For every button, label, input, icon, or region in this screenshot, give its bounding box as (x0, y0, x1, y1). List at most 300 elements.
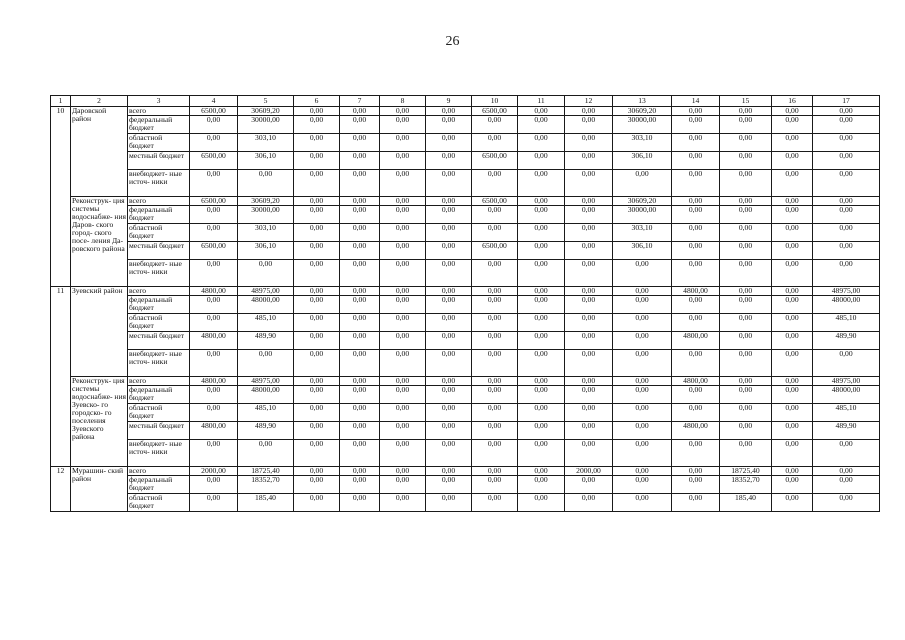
object-name: Даровской район (71, 107, 128, 197)
value-cell: 0,00 (340, 170, 380, 197)
value-cell: 0,00 (613, 332, 672, 350)
value-cell: 0,00 (720, 332, 772, 350)
value-cell: 2000,00 (565, 467, 613, 476)
funding-source: всего (128, 377, 190, 386)
value-cell: 0,00 (720, 116, 772, 134)
table-row (51, 206, 880, 224)
value-cell: 0,00 (613, 314, 672, 332)
value-cell: 306,10 (613, 152, 672, 170)
value-cell: 0,00 (294, 116, 340, 134)
value-cell: 0,00 (813, 224, 880, 242)
value-cell: 0,00 (772, 377, 813, 386)
value-cell: 0,00 (380, 467, 426, 476)
value-cell: 0,00 (340, 350, 380, 377)
value-cell: 0,00 (190, 224, 238, 242)
table-row (51, 197, 880, 206)
value-cell: 0,00 (672, 350, 720, 377)
value-cell: 0,00 (518, 314, 565, 332)
value-cell: 0,00 (565, 332, 613, 350)
header-cell: 11 (518, 96, 565, 107)
value-cell: 0,00 (238, 260, 294, 287)
value-cell: 48975,00 (238, 377, 294, 386)
value-cell: 0,00 (340, 197, 380, 206)
value-cell: 0,00 (294, 134, 340, 152)
table-row (51, 287, 880, 296)
value-cell: 0,00 (380, 152, 426, 170)
value-cell: 0,00 (294, 170, 340, 197)
value-cell: 0,00 (565, 404, 613, 422)
value-cell: 0,00 (472, 476, 518, 494)
value-cell: 0,00 (518, 440, 565, 467)
value-cell: 0,00 (380, 440, 426, 467)
value-cell: 0,00 (294, 242, 340, 260)
value-cell: 0,00 (565, 386, 613, 404)
value-cell: 0,00 (380, 377, 426, 386)
funding-source: федеральный бюджет (128, 476, 190, 494)
value-cell: 48975,00 (813, 377, 880, 386)
value-cell: 0,00 (294, 440, 340, 467)
value-cell: 0,00 (190, 260, 238, 287)
value-cell: 0,00 (380, 287, 426, 296)
value-cell: 489,90 (238, 422, 294, 440)
value-cell: 0,00 (380, 386, 426, 404)
value-cell: 0,00 (380, 422, 426, 440)
funding-source: областной бюджет (128, 494, 190, 512)
value-cell: 0,00 (565, 440, 613, 467)
header-cell: 9 (426, 96, 472, 107)
value-cell: 0,00 (426, 377, 472, 386)
value-cell: 0,00 (472, 440, 518, 467)
value-cell: 0,00 (672, 206, 720, 224)
value-cell: 0,00 (472, 332, 518, 350)
object-name: Реконструк- ция системы водоснабже- ния Зуевско- го городско- го поселения Зуевского района (71, 377, 128, 467)
value-cell: 0,00 (238, 170, 294, 197)
value-cell: 0,00 (294, 260, 340, 287)
value-cell: 4800,00 (190, 332, 238, 350)
value-cell: 489,90 (813, 422, 880, 440)
value-cell: 0,00 (472, 467, 518, 476)
value-cell: 0,00 (340, 134, 380, 152)
value-cell: 0,00 (813, 476, 880, 494)
value-cell: 0,00 (672, 260, 720, 287)
funding-source: федеральный бюджет (128, 296, 190, 314)
value-cell: 0,00 (294, 332, 340, 350)
value-cell: 0,00 (565, 242, 613, 260)
value-cell: 0,00 (426, 116, 472, 134)
funding-source: всего (128, 107, 190, 116)
value-cell: 0,00 (518, 422, 565, 440)
object-name: Зуевский район (71, 287, 128, 377)
value-cell: 0,00 (518, 107, 565, 116)
value-cell: 0,00 (672, 197, 720, 206)
value-cell: 0,00 (672, 152, 720, 170)
value-cell: 0,00 (772, 134, 813, 152)
value-cell: 0,00 (565, 314, 613, 332)
value-cell: 0,00 (613, 296, 672, 314)
value-cell: 0,00 (772, 386, 813, 404)
value-cell: 6500,00 (472, 152, 518, 170)
table-row (51, 377, 880, 386)
value-cell: 0,00 (518, 296, 565, 314)
value-cell: 0,00 (294, 206, 340, 224)
value-cell: 0,00 (565, 170, 613, 197)
value-cell: 0,00 (190, 350, 238, 377)
value-cell: 30609,20 (238, 107, 294, 116)
value-cell: 0,00 (672, 170, 720, 197)
value-cell: 0,00 (426, 206, 472, 224)
value-cell: 0,00 (720, 260, 772, 287)
value-cell: 48000,00 (813, 296, 880, 314)
value-cell: 0,00 (380, 332, 426, 350)
value-cell: 0,00 (518, 494, 565, 512)
value-cell: 0,00 (472, 224, 518, 242)
value-cell: 0,00 (565, 476, 613, 494)
value-cell: 0,00 (565, 107, 613, 116)
value-cell: 0,00 (190, 296, 238, 314)
value-cell: 0,00 (340, 377, 380, 386)
value-cell: 0,00 (565, 260, 613, 287)
value-cell: 6500,00 (190, 242, 238, 260)
funding-source: местный бюджет (128, 332, 190, 350)
value-cell: 0,00 (613, 260, 672, 287)
budget-table (50, 95, 880, 512)
value-cell: 0,00 (294, 287, 340, 296)
value-cell: 0,00 (813, 134, 880, 152)
value-cell: 0,00 (772, 152, 813, 170)
header-row (51, 96, 880, 107)
value-cell: 0,00 (294, 386, 340, 404)
value-cell: 0,00 (813, 152, 880, 170)
header-cell: 8 (380, 96, 426, 107)
value-cell: 0,00 (294, 314, 340, 332)
value-cell: 0,00 (340, 152, 380, 170)
value-cell: 0,00 (294, 494, 340, 512)
value-cell: 0,00 (518, 224, 565, 242)
value-cell: 4800,00 (672, 377, 720, 386)
value-cell: 2000,00 (190, 467, 238, 476)
value-cell: 0,00 (772, 296, 813, 314)
value-cell: 6500,00 (190, 152, 238, 170)
value-cell: 6500,00 (190, 107, 238, 116)
value-cell: 0,00 (380, 206, 426, 224)
value-cell: 0,00 (613, 440, 672, 467)
value-cell: 4800,00 (672, 332, 720, 350)
table-body (51, 96, 880, 512)
value-cell: 6500,00 (472, 107, 518, 116)
funding-source: областной бюджет (128, 134, 190, 152)
value-cell: 0,00 (518, 377, 565, 386)
value-cell: 48975,00 (238, 287, 294, 296)
value-cell: 0,00 (672, 107, 720, 116)
value-cell: 303,10 (238, 134, 294, 152)
row-index: 11 (51, 287, 71, 467)
value-cell: 0,00 (380, 314, 426, 332)
value-cell: 0,00 (340, 404, 380, 422)
value-cell: 0,00 (518, 287, 565, 296)
value-cell: 0,00 (565, 287, 613, 296)
value-cell: 0,00 (813, 107, 880, 116)
object-name: Мурашин- ский район (71, 467, 128, 512)
table-row (51, 296, 880, 314)
value-cell: 0,00 (720, 386, 772, 404)
funding-source: внебюджет- ные источ- ники (128, 260, 190, 287)
value-cell: 0,00 (772, 287, 813, 296)
value-cell: 0,00 (426, 386, 472, 404)
value-cell: 0,00 (472, 206, 518, 224)
value-cell: 0,00 (565, 377, 613, 386)
value-cell: 0,00 (613, 476, 672, 494)
value-cell: 0,00 (518, 116, 565, 134)
value-cell: 0,00 (472, 116, 518, 134)
value-cell: 0,00 (720, 314, 772, 332)
value-cell: 0,00 (813, 206, 880, 224)
header-cell: 15 (720, 96, 772, 107)
value-cell: 0,00 (720, 107, 772, 116)
value-cell: 4800,00 (190, 377, 238, 386)
value-cell: 0,00 (672, 224, 720, 242)
value-cell: 0,00 (613, 422, 672, 440)
value-cell: 0,00 (720, 377, 772, 386)
value-cell: 0,00 (190, 494, 238, 512)
value-cell: 0,00 (426, 134, 472, 152)
value-cell: 0,00 (518, 476, 565, 494)
value-cell: 303,10 (238, 224, 294, 242)
value-cell: 0,00 (720, 350, 772, 377)
value-cell: 303,10 (613, 134, 672, 152)
value-cell: 0,00 (672, 116, 720, 134)
value-cell: 0,00 (672, 440, 720, 467)
table-row (51, 116, 880, 134)
value-cell: 0,00 (426, 197, 472, 206)
table-row (51, 134, 880, 152)
table-row (51, 107, 880, 116)
value-cell: 0,00 (565, 350, 613, 377)
value-cell: 0,00 (190, 314, 238, 332)
value-cell: 0,00 (426, 107, 472, 116)
value-cell: 0,00 (672, 476, 720, 494)
value-cell: 0,00 (772, 422, 813, 440)
value-cell: 18725,40 (238, 467, 294, 476)
value-cell: 0,00 (565, 296, 613, 314)
value-cell: 0,00 (772, 467, 813, 476)
value-cell: 0,00 (813, 197, 880, 206)
value-cell: 0,00 (720, 206, 772, 224)
value-cell: 0,00 (613, 170, 672, 197)
value-cell: 0,00 (613, 287, 672, 296)
value-cell: 0,00 (426, 296, 472, 314)
header-cell: 16 (772, 96, 813, 107)
value-cell: 0,00 (613, 386, 672, 404)
value-cell: 0,00 (380, 197, 426, 206)
value-cell: 0,00 (340, 386, 380, 404)
value-cell: 30000,00 (613, 206, 672, 224)
value-cell: 0,00 (340, 242, 380, 260)
table-row (51, 332, 880, 350)
value-cell: 0,00 (190, 386, 238, 404)
table-row (51, 404, 880, 422)
value-cell: 0,00 (380, 296, 426, 314)
value-cell: 18352,70 (720, 476, 772, 494)
value-cell: 0,00 (672, 467, 720, 476)
value-cell: 0,00 (565, 197, 613, 206)
table-row (51, 350, 880, 377)
table-row (51, 440, 880, 467)
value-cell: 0,00 (772, 170, 813, 197)
value-cell: 0,00 (426, 422, 472, 440)
value-cell: 0,00 (340, 314, 380, 332)
value-cell: 4800,00 (672, 422, 720, 440)
value-cell: 30000,00 (238, 206, 294, 224)
table-row (51, 170, 880, 197)
value-cell: 0,00 (380, 476, 426, 494)
value-cell: 0,00 (340, 260, 380, 287)
value-cell: 0,00 (426, 350, 472, 377)
value-cell: 0,00 (672, 134, 720, 152)
table-row (51, 260, 880, 287)
value-cell: 0,00 (772, 197, 813, 206)
value-cell: 6500,00 (472, 242, 518, 260)
value-cell: 0,00 (720, 197, 772, 206)
value-cell: 485,10 (238, 314, 294, 332)
header-cell: 6 (294, 96, 340, 107)
value-cell: 0,00 (380, 242, 426, 260)
value-cell: 0,00 (340, 296, 380, 314)
value-cell: 0,00 (294, 107, 340, 116)
value-cell: 306,10 (613, 242, 672, 260)
value-cell: 489,90 (238, 332, 294, 350)
value-cell: 0,00 (426, 260, 472, 287)
value-cell: 30609,20 (613, 107, 672, 116)
value-cell: 0,00 (426, 314, 472, 332)
value-cell: 0,00 (772, 242, 813, 260)
value-cell: 0,00 (518, 404, 565, 422)
value-cell: 0,00 (472, 134, 518, 152)
value-cell: 48000,00 (238, 386, 294, 404)
table-row (51, 152, 880, 170)
table-row (51, 494, 880, 512)
value-cell: 485,10 (813, 314, 880, 332)
value-cell: 0,00 (380, 494, 426, 512)
value-cell: 0,00 (426, 440, 472, 467)
value-cell: 0,00 (813, 494, 880, 512)
value-cell: 0,00 (813, 242, 880, 260)
value-cell: 0,00 (426, 467, 472, 476)
value-cell: 0,00 (813, 116, 880, 134)
header-cell: 2 (71, 96, 128, 107)
value-cell: 4800,00 (190, 422, 238, 440)
value-cell: 0,00 (672, 296, 720, 314)
header-cell: 3 (128, 96, 190, 107)
funding-source: всего (128, 467, 190, 476)
value-cell: 0,00 (772, 494, 813, 512)
header-cell: 4 (190, 96, 238, 107)
header-cell: 10 (472, 96, 518, 107)
value-cell: 0,00 (426, 494, 472, 512)
value-cell: 6500,00 (190, 197, 238, 206)
funding-source: всего (128, 287, 190, 296)
value-cell: 0,00 (613, 377, 672, 386)
value-cell: 0,00 (672, 242, 720, 260)
value-cell: 0,00 (672, 404, 720, 422)
value-cell: 0,00 (380, 134, 426, 152)
row-index: 10 (51, 107, 71, 287)
header-cell: 14 (672, 96, 720, 107)
value-cell: 0,00 (238, 440, 294, 467)
value-cell: 0,00 (190, 134, 238, 152)
value-cell: 0,00 (294, 197, 340, 206)
value-cell: 0,00 (565, 422, 613, 440)
value-cell: 0,00 (613, 404, 672, 422)
value-cell: 0,00 (772, 476, 813, 494)
value-cell: 0,00 (772, 440, 813, 467)
value-cell: 0,00 (340, 467, 380, 476)
table-row (51, 242, 880, 260)
value-cell: 0,00 (720, 242, 772, 260)
header-cell: 13 (613, 96, 672, 107)
value-cell: 0,00 (472, 422, 518, 440)
value-cell: 0,00 (294, 422, 340, 440)
value-cell: 0,00 (772, 314, 813, 332)
value-cell: 485,10 (238, 404, 294, 422)
value-cell: 0,00 (294, 476, 340, 494)
value-cell: 0,00 (772, 107, 813, 116)
funding-source: федеральный бюджет (128, 386, 190, 404)
value-cell: 0,00 (518, 260, 565, 287)
value-cell: 0,00 (472, 260, 518, 287)
table-row (51, 314, 880, 332)
value-cell: 0,00 (340, 224, 380, 242)
value-cell: 0,00 (380, 116, 426, 134)
funding-source: областной бюджет (128, 224, 190, 242)
value-cell: 0,00 (426, 170, 472, 197)
value-cell: 0,00 (294, 152, 340, 170)
value-cell: 0,00 (340, 206, 380, 224)
value-cell: 6500,00 (472, 197, 518, 206)
funding-source: местный бюджет (128, 422, 190, 440)
value-cell: 0,00 (190, 404, 238, 422)
value-cell: 0,00 (472, 287, 518, 296)
table-row (51, 467, 880, 476)
value-cell: 0,00 (813, 170, 880, 197)
value-cell: 0,00 (340, 287, 380, 296)
value-cell: 0,00 (720, 170, 772, 197)
value-cell: 4800,00 (190, 287, 238, 296)
value-cell: 48975,00 (813, 287, 880, 296)
funding-source: местный бюджет (128, 152, 190, 170)
value-cell: 0,00 (294, 224, 340, 242)
value-cell: 0,00 (340, 116, 380, 134)
value-cell: 0,00 (380, 350, 426, 377)
value-cell: 48000,00 (238, 296, 294, 314)
funding-source: внебюджет- ные источ- ники (128, 440, 190, 467)
funding-source: областной бюджет (128, 404, 190, 422)
value-cell: 0,00 (613, 350, 672, 377)
value-cell: 185,40 (720, 494, 772, 512)
value-cell: 0,00 (565, 152, 613, 170)
value-cell: 0,00 (565, 494, 613, 512)
value-cell: 0,00 (518, 467, 565, 476)
value-cell: 48000,00 (813, 386, 880, 404)
value-cell: 0,00 (426, 332, 472, 350)
value-cell: 489,90 (813, 332, 880, 350)
value-cell: 0,00 (380, 170, 426, 197)
value-cell: 0,00 (472, 350, 518, 377)
value-cell: 0,00 (340, 476, 380, 494)
value-cell: 0,00 (613, 494, 672, 512)
value-cell: 0,00 (772, 404, 813, 422)
value-cell: 0,00 (340, 107, 380, 116)
value-cell: 0,00 (518, 332, 565, 350)
